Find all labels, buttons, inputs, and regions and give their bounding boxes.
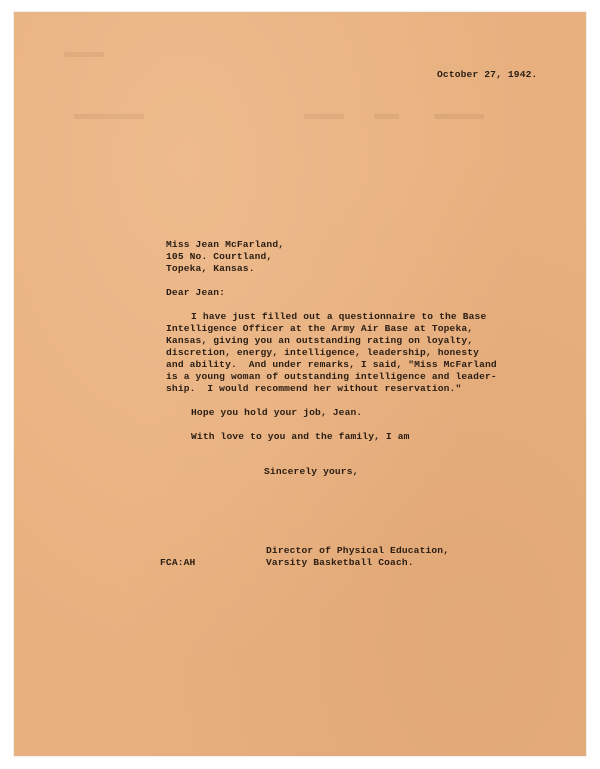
body-paragraph: Hope you hold your job, Jean.	[191, 407, 363, 418]
body-line: I have just filled out a questionnaire to the Base	[191, 311, 487, 322]
reference-initials: FCA:AH	[160, 557, 196, 568]
show-through-mark	[74, 114, 144, 119]
show-through-mark	[434, 114, 484, 119]
body-line: Kansas, giving you an outstanding rating on loyalty,	[166, 335, 474, 346]
recipient-city: Topeka, Kansas.	[166, 263, 255, 274]
letter-date: October 27, 1942.	[437, 69, 538, 80]
closing: Sincerely yours,	[264, 466, 359, 477]
letter-paper	[14, 12, 586, 756]
body-line: Intelligence Officer at the Army Air Base at Topeka,	[166, 323, 474, 334]
signature-title-line1: Director of Physical Education,	[266, 545, 450, 556]
show-through-mark	[64, 52, 104, 57]
recipient-street: 105 No. Courtland,	[166, 251, 273, 262]
salutation: Dear Jean:	[166, 287, 226, 298]
body-line: discretion, energy, intelligence, leadership, honesty	[166, 347, 480, 358]
show-through-mark	[374, 114, 399, 119]
body-line: and ability. And under remarks, I said, "Miss McFarland	[166, 359, 497, 370]
body-line: is a young woman of outstanding intelligence and leader-	[166, 371, 497, 382]
body-paragraph: With love to you and the family, I am	[191, 431, 410, 442]
signature-title-line2: Varsity Basketball Coach.	[266, 557, 414, 568]
body-line: ship. I would recommend her without reservation."	[166, 383, 462, 394]
recipient-name: Miss Jean McFarland,	[166, 239, 285, 250]
show-through-mark	[304, 114, 344, 119]
